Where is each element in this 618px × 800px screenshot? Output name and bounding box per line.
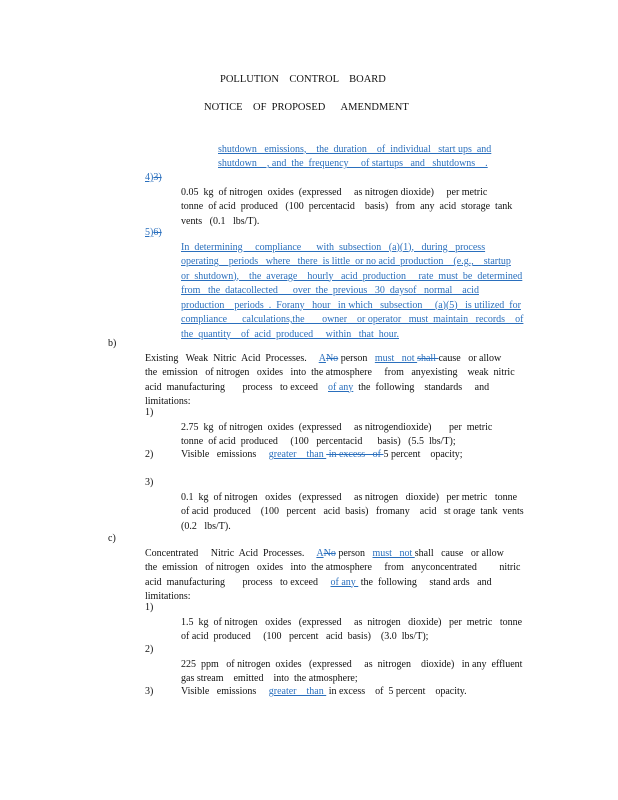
b-item-3-text — [181, 476, 524, 534]
section-c-line-3-tail: the following stand ards and — [358, 576, 492, 588]
c-item-1-line-2: of acid produced (100 percent acid basis) (3.0 lbs/T); — [181, 631, 429, 642]
continued-line-2: shutdown , and the frequency of startups and shutdowns . — [218, 158, 488, 169]
section-c-deleted-no: No — [323, 547, 336, 559]
section-b-inserted-must-not: must not — [374, 352, 418, 364]
b-item-2-label: 2) — [145, 449, 154, 460]
item-4-number-deleted: 3) — [153, 172, 162, 183]
c-item-3-inserted: greater than — [268, 686, 327, 697]
section-c-label: c) — [108, 533, 116, 544]
item-4-text — [181, 171, 512, 229]
continued-line-1: shutdown emissions, the duration of individual start ups and — [218, 143, 492, 155]
item-5-number-deleted: 6) — [153, 227, 162, 238]
section-b-inserted-of-any: of any — [328, 381, 354, 393]
item-5-line-3: or shutdown), the average hourly acid production rate must be determined — [181, 270, 523, 282]
item-5-line-4: from the datacollected over the previous 30 daysof normal acid — [181, 285, 479, 296]
b-item-1-line-1: 2.75 kg of nitrogen oxides (expressed as nitrogendioxide) per metric — [181, 421, 493, 433]
item-4-number — [145, 171, 162, 186]
c-item-2-line-1: 225 ppm of nitrogen oxides (expressed as nitrogen dioxide) in any effluent — [181, 658, 523, 670]
section-b-line-3-text: acid manufacturing process to exceed — [145, 381, 328, 393]
item-5-line-6: compliance calculations,the owner or operator must maintain records of — [181, 314, 524, 325]
item-5-line-7: the quantity of acid produced within that hour. — [181, 328, 400, 340]
c-item-3-text — [181, 685, 467, 700]
b-item-2-inserted: greater than — [268, 449, 327, 460]
c-item-3-label: 3) — [145, 686, 154, 697]
section-b-text — [145, 337, 515, 410]
section-b-deleted-shall: shall — [417, 352, 439, 364]
c-item-1-line-1: 1.5 kg of nitrogen oxides (expressed as nitrogen dioxide) per metric tonne — [181, 616, 523, 628]
b-item-3-line-3: (0.2 lbs/T). — [181, 520, 231, 532]
section-b-cause: cause or allow — [438, 352, 502, 364]
section-b-line-1-text: Existing Weak Nitric Acid Processes. — [145, 352, 319, 364]
b-item-1-line-2: tonne of acid produced (100 percentacid basis) (5.5 lbs/T); — [181, 436, 456, 447]
document-title: POLLUTION CONTROL BOARD — [220, 74, 386, 85]
section-b-label: b) — [108, 338, 117, 349]
section-b-line-3 — [145, 382, 489, 393]
section-b-deleted-no: No — [325, 352, 339, 364]
c-item-2-text — [181, 643, 522, 687]
section-c-line-3-text: acid manufacturing process to exceed — [145, 576, 331, 588]
item-5-number-inserted: 5) — [145, 227, 154, 238]
section-b-person: person — [338, 352, 375, 364]
c-item-1-text — [181, 601, 522, 645]
notice-subtitle: NOTICE OF PROPOSED AMENDMENT — [204, 102, 409, 113]
b-item-2-text-b: 5 percent opacity; — [383, 449, 463, 460]
section-b-line-1 — [145, 353, 501, 364]
item-4-line-1: 0.05 kg of nitrogen oxides (expressed as nitrogen dioxide) per metric — [181, 186, 488, 198]
section-c-person: person — [335, 547, 373, 559]
section-c-shall-cause: shall cause or allow — [414, 547, 504, 559]
c-item-3-text-a: Visible emissions — [181, 686, 269, 697]
section-b-line-3-tail: the following standards and — [353, 381, 490, 393]
item-5-line-1: In determining compliance with subsection (a)(1), during process — [181, 241, 486, 253]
b-item-1-label: 1) — [145, 407, 154, 418]
c-item-2-line-2: gas stream emitted into the atmosphere; — [181, 673, 358, 684]
b-item-2-deleted: in excess of — [326, 449, 384, 460]
b-item-2-text — [181, 448, 463, 463]
b-item-3-label: 3) — [145, 477, 154, 488]
section-c-line-4: limitations: — [145, 591, 191, 602]
c-item-2-label: 2) — [145, 644, 154, 655]
item-5-text — [181, 226, 523, 342]
section-b-line-2: the emission of nitrogen oxides into the atmosphere from anyexisting weak nitric — [145, 367, 515, 378]
c-item-1-label: 1) — [145, 602, 154, 613]
section-c-line-1 — [145, 548, 504, 559]
section-c-text — [145, 532, 520, 605]
b-item-3-line-2: of acid produced (100 percent acid basis) fromany acid st orage tank vents — [181, 506, 524, 517]
item-4-line-3: vents (0.1 lbs/T). — [181, 215, 260, 227]
section-c-inserted-a: A — [316, 547, 324, 559]
section-b-line-4: limitations: — [145, 396, 191, 407]
item-5-line-2: operating periods where there is little or no acid production (e.g., startup — [181, 256, 511, 267]
item-4-number-inserted: 4) — [145, 172, 154, 183]
b-item-3-line-1: 0.1 kg of nitrogen oxides (expressed as nitrogen dioxide) per metric tonne — [181, 491, 518, 503]
item-4-line-2: tonne of acid produced (100 percentacid basis) from any acid storage tank — [181, 201, 513, 212]
item-5-line-5: production periods . Forany hour in which subsection (a)(5) is utilized for — [181, 299, 521, 311]
b-item-1-text — [181, 406, 492, 450]
b-item-2-text-a: Visible emissions — [181, 449, 269, 460]
section-c-line-2: the emission of nitrogen oxides into the atmosphere from anyconcentrated nitric — [145, 562, 521, 573]
section-c-inserted-must-not: must not — [372, 547, 415, 559]
item-5-number — [145, 226, 162, 241]
section-c-line-3 — [145, 577, 492, 588]
c-item-3-text-b: in excess of 5 percent opacity. — [326, 686, 467, 697]
continued-text — [218, 128, 491, 172]
section-c-line-1-text: Concentrated Nitric Acid Processes. — [145, 547, 317, 559]
section-c-inserted-of-any: of any — [330, 576, 359, 588]
section-b-inserted-a: A — [318, 352, 326, 364]
